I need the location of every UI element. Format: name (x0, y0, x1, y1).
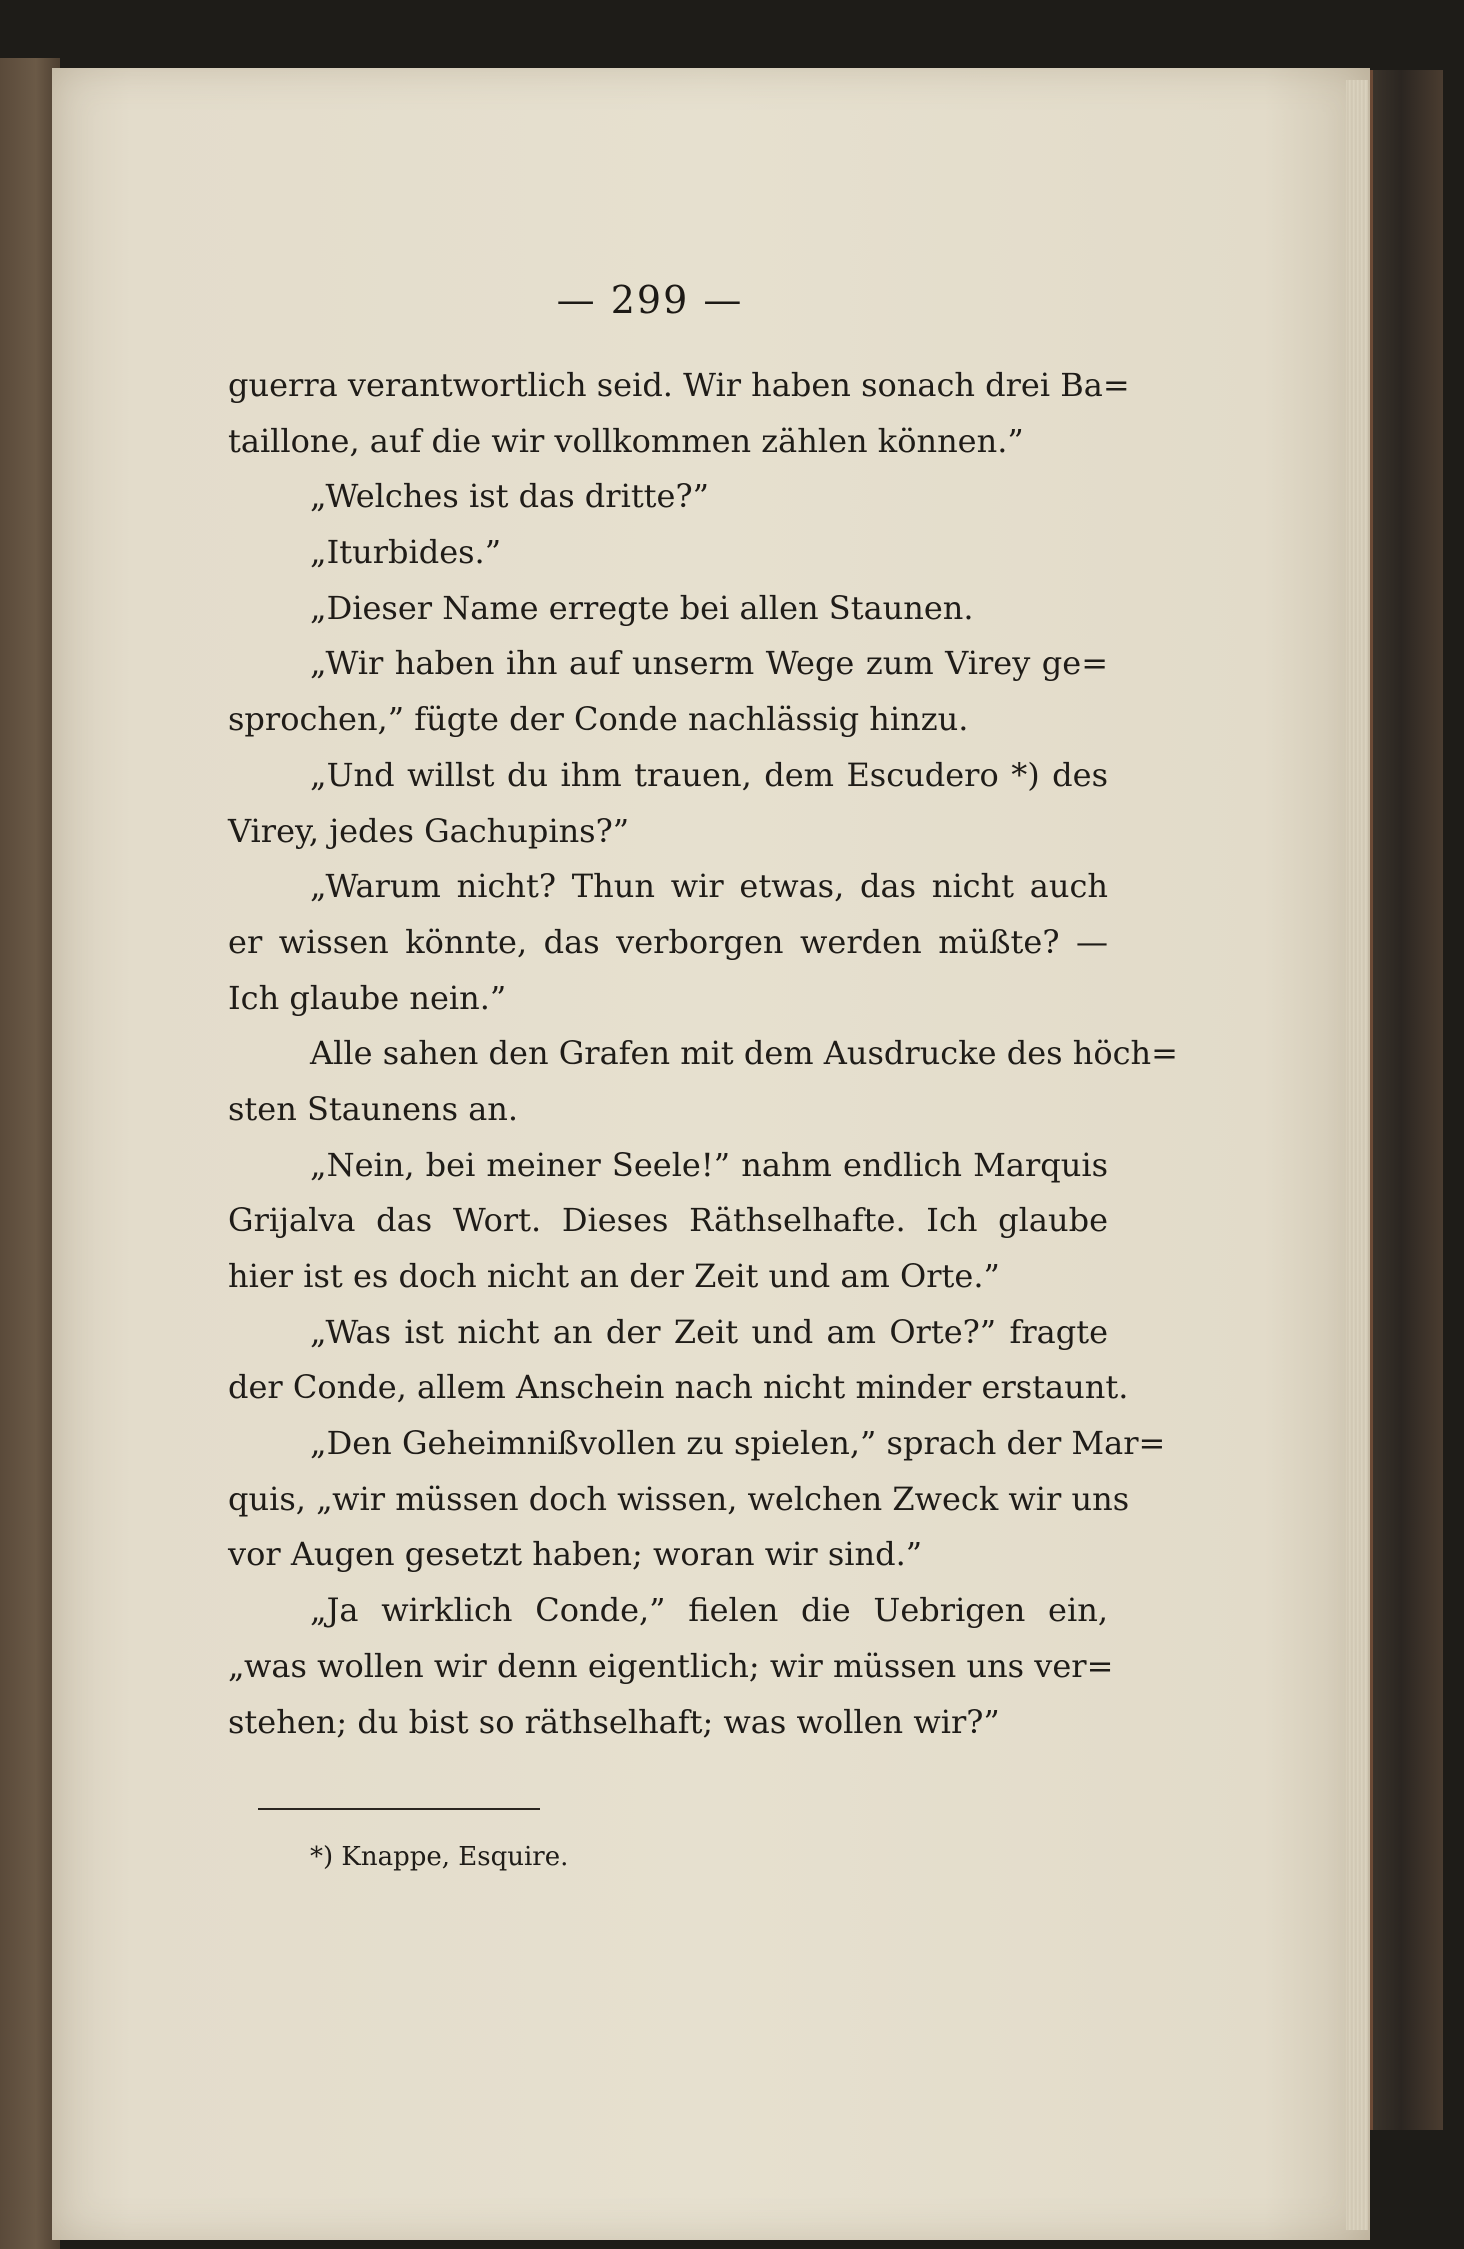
text-line: guerra verantwortlich seid. Wir haben sonach drei Ba= (228, 366, 1130, 404)
text-line: Grijalva das Wort. Dieses Räthselhafte. Ich glaube (228, 1201, 1108, 1240)
text-line: „Und willst du ihm trauen, dem Escudero *) des (310, 755, 1108, 794)
footnote-divider (258, 1808, 540, 1810)
text-line: hier ist es doch nicht an der Zeit und am Orte.” (228, 1257, 1000, 1295)
page-number: — 299 — (556, 278, 744, 322)
text-line: vor Augen gesetzt haben; woran wir sind.” (228, 1535, 923, 1574)
text-line: „Iturbides.” (310, 533, 502, 572)
text-line: sprochen,” fügte der Conde nachlässig hinzu. (228, 700, 969, 739)
text-line: Alle sahen den Grafen mit dem Ausdrucke des höch= (310, 1034, 1178, 1073)
text-line: Virey, jedes Gachupins?” (228, 811, 630, 850)
page-edges (1346, 80, 1368, 2230)
text-line: taillone, auf die wir vollkommen zählen können.” (228, 421, 1024, 460)
text-line: „Den Geheimnißvollen zu spielen,” sprach der Mar= (310, 1424, 1166, 1463)
text-line: „Wir haben ihn auf unserm Wege zum Virey ge= (310, 644, 1108, 683)
body-text (228, 358, 1178, 1750)
text-line: „Dieser Name erregte bei allen Staunen. (310, 588, 974, 627)
text-line: er wissen könnte, das verborgen werden müßte? — (228, 922, 1108, 961)
book-cover-right (1370, 70, 1443, 2130)
footnote: *) Knappe, Esquire. (310, 1842, 569, 1872)
text-line: „Ja wirklich Conde,” fielen die Uebrigen ein, (310, 1591, 1108, 1630)
text-line: stehen; du bist so räthselhaft; was wollen wir?” (228, 1702, 1000, 1741)
text-line: der Conde, allem Anschein nach nicht minder erstaunt. (228, 1368, 1129, 1407)
text-line: „Welches ist das dritte?” (310, 477, 709, 516)
text-line: „Was ist nicht an der Zeit und am Orte?” fragte (310, 1312, 1108, 1351)
text-line: sten Staunens an. (228, 1089, 519, 1128)
book-cover-left (0, 58, 60, 2249)
text-line: „Warum nicht? Thun wir etwas, das nicht auch (310, 867, 1108, 906)
text-line: Ich glaube nein.” (228, 978, 507, 1017)
text-line: „Nein, bei meiner Seele!” nahm endlich Marquis (310, 1145, 1108, 1184)
text-line: „was wollen wir denn eigentlich; wir müssen uns ver= (228, 1646, 1114, 1685)
text-line: quis, „wir müssen doch wissen, welchen Zweck wir uns (228, 1479, 1130, 1518)
